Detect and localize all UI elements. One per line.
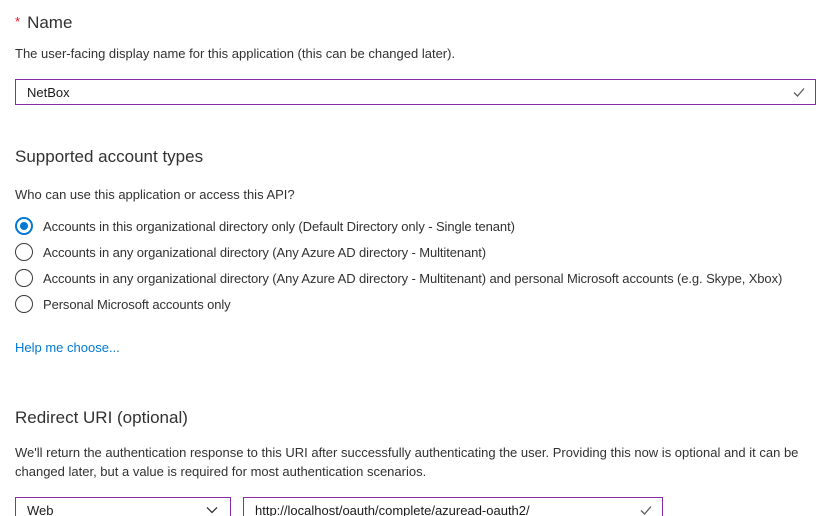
valid-checkmark-icon (791, 84, 807, 100)
platform-select[interactable] (15, 497, 231, 516)
redirect-uri-section-title: Redirect URI (optional) (15, 408, 188, 427)
radio-button-icon[interactable] (15, 295, 33, 313)
redirect-uri-description: We'll return the authentication response to this URI after successfully authenticating the user. Providing this now is optional and it can be changed later, but a value is required for most authentication scenarios. (15, 445, 799, 479)
valid-checkmark-icon (638, 502, 654, 516)
name-input[interactable] (16, 80, 815, 104)
redirect-uri-input-container (243, 497, 663, 516)
help-me-choose-link[interactable]: Help me choose... (15, 340, 120, 355)
account-types-radio-group (15, 213, 816, 317)
chevron-down-icon (204, 502, 220, 516)
radio-option-single-tenant[interactable] (15, 213, 816, 239)
account-types-section-title: Supported account types (15, 147, 204, 166)
radio-option-label: Accounts in this organizational directory only (Default Directory only - Single tenant) (43, 218, 515, 234)
redirect-uri-row (15, 497, 816, 516)
radio-option-label: Accounts in any organizational directory (Any Azure AD directory - Multitenant) and personal Microsoft accounts (e.g. Skype, Xbox) (43, 270, 783, 286)
radio-button-icon[interactable] (15, 217, 33, 235)
required-asterisk: * (15, 14, 21, 29)
name-description: The user-facing display name for this application (this can be changed later). (15, 46, 456, 61)
name-section-title (15, 12, 816, 33)
radio-option-personal-only[interactable] (15, 291, 816, 317)
radio-button-icon[interactable] (15, 269, 33, 287)
radio-option-multitenant[interactable] (15, 239, 816, 265)
radio-button-icon[interactable] (15, 243, 33, 261)
redirect-uri-input[interactable] (244, 498, 662, 516)
platform-select-value: Web (27, 502, 54, 516)
account-types-question: Who can use this application or access this API? (15, 187, 295, 202)
radio-option-label: Personal Microsoft accounts only (43, 296, 231, 312)
name-title-text: Name (27, 13, 73, 32)
radio-option-multitenant-personal[interactable] (15, 265, 816, 291)
name-input-container (15, 79, 816, 105)
radio-option-label: Accounts in any organizational directory (Any Azure AD directory - Multitenant) (43, 244, 486, 260)
